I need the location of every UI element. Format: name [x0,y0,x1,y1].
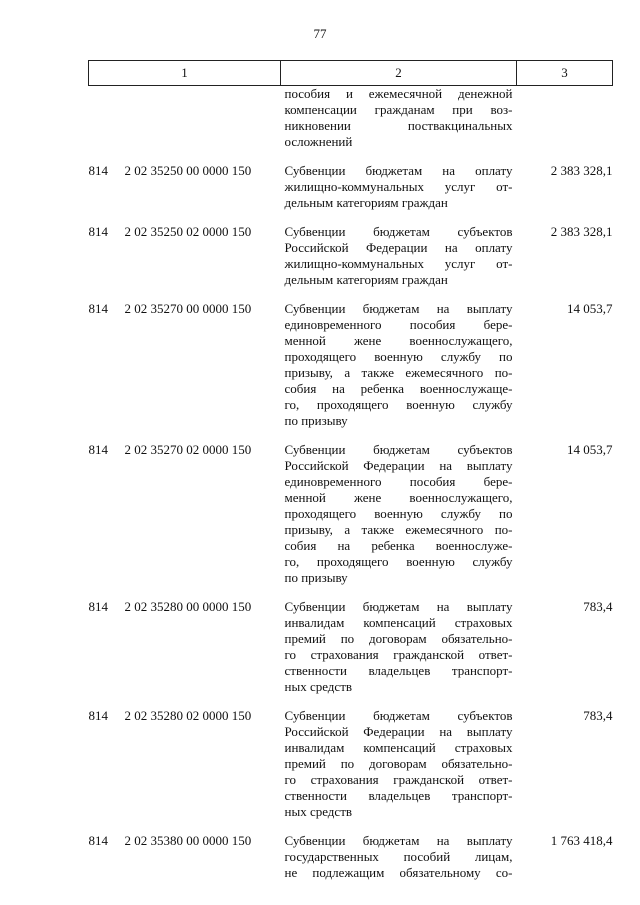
table-row [89,442,613,599]
name-line: единовременного пособия бере- [284,474,513,489]
name-line: проходящего военную службу по [284,349,513,364]
name-cell [281,599,517,708]
name-line: Субвенции бюджетам на выплату [284,599,513,614]
table-header-row [89,61,613,86]
table-row [89,163,613,224]
name-line: единовременного пособия бере- [284,317,513,332]
table-row [89,301,613,442]
name-line: премий по договорам обязательно- [284,631,513,646]
admin-code: 814 [88,224,108,239]
page-number: 77 [313,26,327,41]
name-line: ных средств [284,804,353,819]
name-line: Субвенции бюджетам на выплату [284,833,513,848]
budget-classification-code: 2 02 35250 02 0000 150 [124,224,252,239]
name-cell [281,301,517,442]
name-line: государственных пособий лицам, [284,849,513,864]
name-line: пособия и ежемесячной денежной [284,86,513,101]
name-line: компенсации гражданам при воз- [284,102,513,117]
name-line: по призыву [284,570,348,585]
name-line: проходящего военную службу по [284,506,513,521]
name-line: го страхования гражданской ответ- [284,772,513,787]
name-line: никновении поствакцинальных [284,118,513,133]
admin-code: 814 [88,442,108,457]
name-line: жилищно-коммунальных услуг от- [284,179,513,194]
name-cell [281,163,517,224]
name-line: жилищно-коммунальных услуг от- [284,256,513,271]
name-line: призыву, а также ежемесячного по- [284,365,513,380]
name-line: осложнений [284,134,353,149]
sum-cell: 2 383 328,1 [550,224,613,239]
name-line: Российской Федерации на выплату [284,458,513,473]
code-cell [89,833,281,894]
code-cell [89,442,281,599]
code-cell [89,163,281,224]
code-cell [89,599,281,708]
name-cell [281,833,517,894]
name-line: дельным категориям граждан [284,195,448,210]
name-line: собия на ребенка военнослужаще- [284,381,513,396]
name-line: Субвенции бюджетам субъектов [284,442,513,457]
name-line: инвалидам компенсаций страховых [284,740,513,755]
budget-classification-code: 2 02 35270 02 0000 150 [124,442,252,457]
column-header-code: 1 [89,61,281,86]
name-line: собия на ребенка военнослуже- [284,538,513,553]
name-line: Субвенции бюджетам субъектов [284,224,513,239]
column-header-sum: 3 [517,61,613,86]
name-cell [281,708,517,833]
name-line: не подлежащим обязательному со- [284,865,513,880]
sum-cell [517,86,613,164]
code-cell [89,708,281,833]
name-line: го, проходящего военную службу [284,554,513,569]
name-line: Российской Федерации на оплату [284,240,513,255]
name-line: инвалидам компенсаций страховых [284,615,513,630]
budget-classification-code: 2 02 35250 00 0000 150 [124,163,252,178]
name-line: го страхования гражданской ответ- [284,647,513,662]
name-line: Российской Федерации на выплату [284,724,513,739]
name-line: призыву, а также ежемесячного по- [284,522,513,537]
name-line: по призыву [284,413,348,428]
name-line: ственности владельцев транспорт- [284,663,513,678]
sum-cell: 2 383 328,1 [550,163,613,178]
admin-code: 814 [88,708,108,723]
admin-code: 814 [88,301,108,316]
name-line: менной жене военнослужащего, [284,490,513,505]
sum-cell: 783,4 [583,708,613,723]
budget-classification-code: 2 02 35380 00 0000 150 [124,833,252,848]
table-row [89,599,613,708]
name-line: Субвенции бюджетам на выплату [284,301,513,316]
budget-classification-code: 2 02 35270 00 0000 150 [124,301,252,316]
admin-code: 814 [88,163,108,178]
budget-classification-code: 2 02 35280 00 0000 150 [124,599,252,614]
code-cell [89,224,281,301]
sum-cell: 14 053,7 [567,442,613,457]
name-line: премий по договорам обязательно- [284,756,513,771]
name-line: менной жене военнослужащего, [284,333,513,348]
budget-revenue-table [88,60,613,894]
table-row [89,708,613,833]
name-cell [281,86,517,164]
budget-classification-code: 2 02 35280 02 0000 150 [124,708,252,723]
name-line: го, проходящего военную службу [284,397,513,412]
name-line: ственности владельцев транспорт- [284,788,513,803]
sum-cell: 14 053,7 [567,301,613,316]
admin-code: 814 [88,833,108,848]
name-line: дельным категориям граждан [284,272,448,287]
sum-cell: 783,4 [583,599,613,614]
table-row-continuation [89,86,613,164]
name-cell [281,224,517,301]
name-line: Субвенции бюджетам на оплату [284,163,513,178]
name-line: Субвенции бюджетам субъектов [284,708,513,723]
name-line: ных средств [284,679,353,694]
code-cell [89,301,281,442]
table-row [89,224,613,301]
sum-cell: 1 763 418,4 [550,833,613,848]
table-row [89,833,613,894]
name-cell [281,442,517,599]
column-header-name: 2 [281,61,517,86]
code-cell [89,86,281,164]
admin-code: 814 [88,599,108,614]
